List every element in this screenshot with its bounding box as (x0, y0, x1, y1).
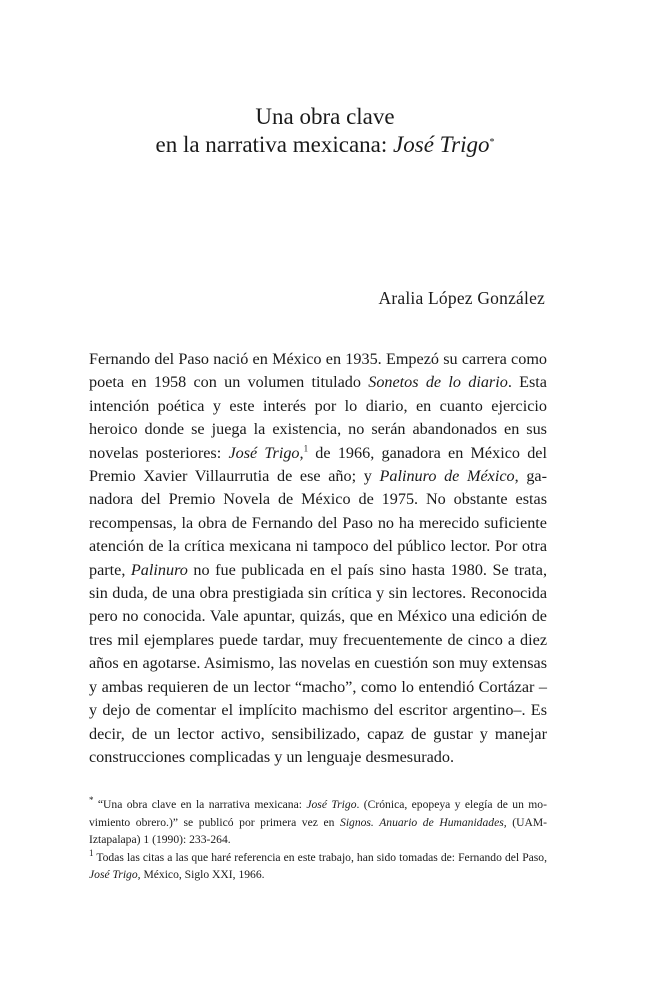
title-footnote-mark: * (489, 137, 495, 148)
title-text: Una obra clave (255, 104, 395, 129)
footnote-1 (89, 796, 547, 849)
footnote-text: “Una obra clave en la narrativa mexicana: (93, 798, 307, 811)
body-italic-span: José Trigo, (228, 443, 304, 462)
body-text-span: no fue publicada en el país sino hasta 1980. Se trata, sin duda, de una obra prestigiada sin crítica y sin lectores. Reconocida pero no conocida. Vale apuntar, quizás, que en México una edición de tres mil ejemplares puede tardar, muy frecuentemente de cinco a diez años en agotarse. Asimismo, las novelas en cuestión son muy extensas y ambas requieren de un lector “macho”, como lo entendió Cortázar –y dejo de comentar el implícito machismo del escritor argentino–. Es decir, de un lector activo, sensibilizado, capaz de gustar y manejar construcciones complicadas y un lenguaje desmesurado. (89, 560, 547, 766)
body-italic-span: Palinuro (130, 560, 188, 579)
footnote-text: . (Crónica, epopeya y elegía de un movimiento obrero.)” se publicó por primera vez en (89, 798, 547, 829)
footnote-marker: 1 (89, 847, 94, 858)
body-text-span: . Esta intención poética y este interés por lo diario, en cuanto ejercicio heroico donde se juega la existencia, no serán abandonados en sus novelas posteriores: (89, 373, 547, 462)
footnote-italic: Signos. Anuario de Humanidades, (340, 815, 507, 829)
body-text-span: Fernando del Paso nació en México en 1935. Empezó su carrera como poeta en 1958 con un volumen titulado (89, 350, 547, 392)
footnote-italic: José Trigo, (89, 868, 141, 881)
body-italic-span: Sonetos de lo diario (368, 373, 508, 392)
body-italic-span: Palinuro de México (379, 467, 515, 486)
footnote-text: (UAM-Iztapalapa) 1 (1990): 233-264. (89, 815, 547, 846)
body-paragraph (89, 348, 547, 769)
article-title-line-1 (90, 102, 560, 131)
footnotes (89, 796, 547, 884)
footnote-text: México, Siglo XXI, 1966. (140, 868, 265, 881)
footnote-text: Todas las citas a las que haré referencia en este trabajo, han sido tomadas de: Fernando del Paso, (93, 850, 547, 864)
title-text: en la narrativa mexicana: (155, 132, 394, 157)
footnote-reference: 1 (303, 443, 309, 454)
footnote-2 (89, 849, 547, 884)
body-text-span: , ganadora del Premio Novela de México de 1975. No obstante estas recompensas, la obra de Fernando del Paso no ha merecido suficiente atención de la crítica mexicana ni tampoco del público lector. Por otra parte, (89, 467, 547, 579)
author-name: Aralia López González (378, 288, 545, 308)
title-italic-text: José Trigo (393, 132, 490, 157)
footnote-italic: José Trigo (306, 798, 357, 811)
article-title-line-2 (90, 130, 560, 159)
footnote-marker: * (89, 795, 94, 806)
body-text-span: de 1966, ganadora en México del Premio Xavier Villaurrutia de ese año; y (89, 443, 547, 486)
